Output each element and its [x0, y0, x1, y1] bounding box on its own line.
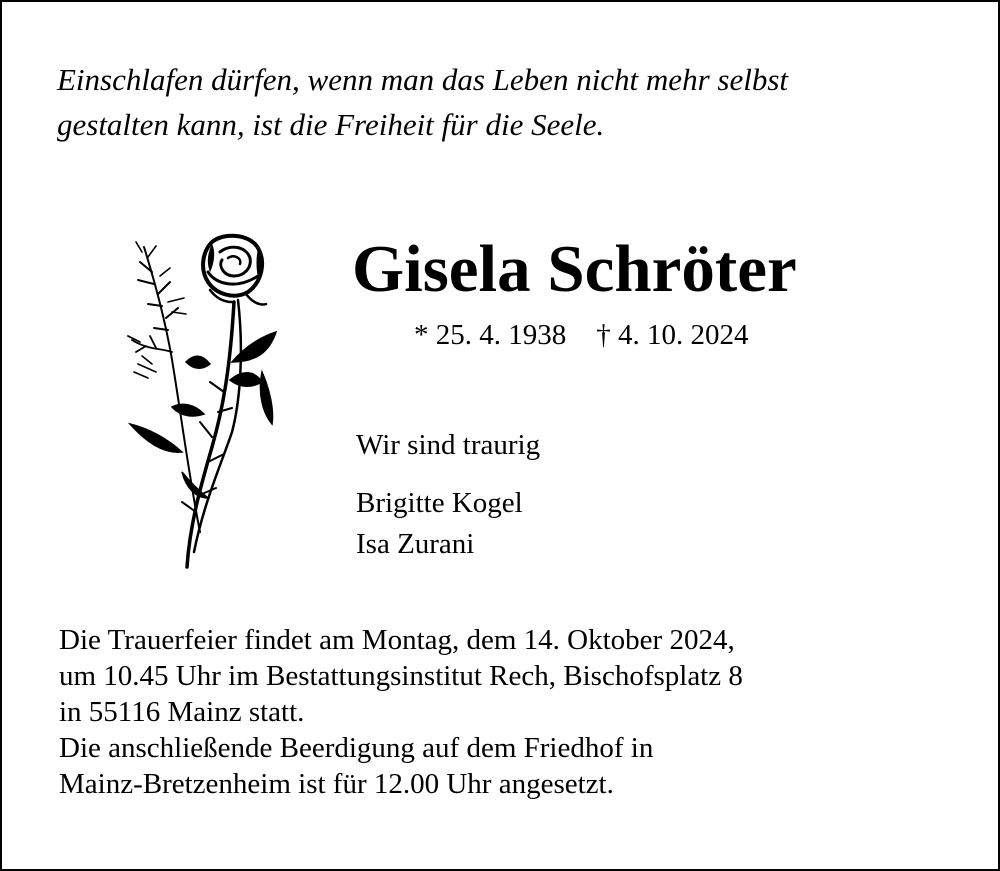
service-line: um 10.45 Uhr im Bestattungsinstitut Rech, Bischofsplatz 8 — [59, 660, 743, 692]
life-dates — [414, 316, 749, 354]
mourning-statement: Wir sind traurig — [356, 429, 541, 461]
mourner-name: Isa Zurani — [356, 528, 475, 560]
service-line: in 55116 Mainz statt. — [59, 696, 305, 728]
motto-quote — [57, 57, 957, 147]
mourners-list — [356, 483, 523, 565]
motto-line-2: gestalten kann, ist die Freiheit für die Seele. — [57, 107, 605, 142]
service-line: Die Trauerfeier findet am Montag, dem 14. Oktober 2024, — [59, 624, 735, 656]
service-information — [59, 622, 959, 802]
rose-icon — [112, 232, 297, 572]
death-date: † 4. 10. 2024 — [596, 319, 749, 351]
deceased-name: Gisela Schröter — [352, 232, 797, 306]
service-line: Mainz-Bretzenheim ist für 12.00 Uhr angesetzt. — [59, 768, 614, 800]
birth-date: * 25. 4. 1938 — [414, 319, 567, 351]
service-line: Die anschließende Beerdigung auf dem Friedhof in — [59, 732, 654, 764]
motto-line-1: Einschlafen dürfen, wenn man das Leben nicht mehr selbst — [57, 62, 788, 97]
mourner-name: Brigitte Kogel — [356, 487, 523, 519]
